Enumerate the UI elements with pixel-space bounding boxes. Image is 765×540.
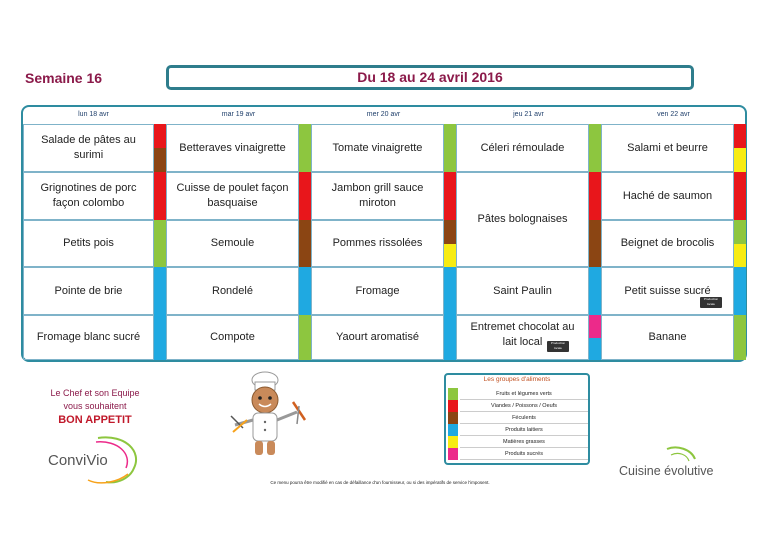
legend-row [448, 436, 588, 448]
color-tag-brown [154, 148, 166, 172]
menu-cell: Jambon grill sauce miroton [311, 172, 444, 220]
legend-row [448, 424, 588, 436]
color-tag-blue [589, 338, 601, 360]
local-production-badge: Production locale [700, 297, 722, 308]
legend-row [448, 388, 588, 400]
color-tag-yellow [444, 244, 456, 267]
legend-row [448, 400, 588, 412]
color-tag-blue [154, 267, 166, 315]
legend-swatch-brown [448, 412, 458, 424]
menu-cell: Grignotines de porc façon colombo [23, 172, 154, 220]
color-tag-blue [444, 267, 456, 315]
date-range-title: Du 18 au 24 avril 2016 [166, 65, 694, 90]
menu-cell: Semoule [166, 220, 299, 267]
color-tag-red [734, 172, 746, 220]
color-tag-yellow [734, 244, 746, 267]
color-tag-pink [589, 315, 601, 338]
menu-cell: Céleri rémoulade [456, 124, 589, 172]
color-tag-red [444, 172, 456, 220]
color-tag-brown [444, 220, 456, 244]
local-production-badge: Production locale [547, 341, 569, 352]
color-tag-red [154, 124, 166, 148]
chef-illustration [225, 370, 325, 465]
day-header-wed: mer 20 avr [366, 111, 401, 118]
legend-row [448, 412, 588, 424]
color-tag-red [589, 172, 601, 220]
menu-cell: Haché de saumon [601, 172, 734, 220]
menu-cell: Salami et beurre [601, 124, 734, 172]
color-tag-brown [589, 220, 601, 267]
legend-label: Matières grasses [460, 436, 588, 448]
legend-swatch-red [448, 400, 458, 412]
color-tag-red [299, 172, 311, 220]
color-tag-blue [444, 315, 456, 360]
color-tag-green [154, 220, 166, 267]
color-tag-yellow [734, 148, 746, 172]
color-tag-green [299, 315, 311, 360]
menu-cell: Pommes rissolées [311, 220, 444, 267]
color-tag-green [589, 124, 601, 172]
color-tag-red [734, 124, 746, 148]
week-label: Semaine 16 [25, 70, 103, 86]
menu-cell: Petit suisse sucré [601, 267, 734, 315]
menu-cell: Beignet de brocolis [601, 220, 734, 267]
menu-cell: Compote [166, 315, 299, 360]
legend-label: Produits sucrés [460, 448, 588, 460]
day-header-thu: jeu 21 avr [513, 111, 544, 118]
legend-swatch-pink [448, 448, 458, 460]
menu-cell: Betteraves vinaigrette [166, 124, 299, 172]
legend-swatch-yellow [448, 436, 458, 448]
day-header-fri: ven 22 avr [657, 111, 690, 118]
menu-cell: Cuisse de poulet façon basquaise [166, 172, 299, 220]
color-tag-green [299, 124, 311, 172]
legend-label: Viandes / Poissons / Oeufs [460, 400, 588, 412]
color-tag-green [444, 124, 456, 172]
legend-swatch-blue [448, 424, 458, 436]
color-tag-brown [299, 220, 311, 267]
cuisine-evolutive-logo [615, 445, 725, 485]
menu-cell: Salade de pâtes au surimi [23, 124, 154, 172]
legend-swatch-green [448, 388, 458, 400]
menu-cell: Fromage blanc sucré [23, 315, 154, 360]
legend-label: Fruits et légumes verts [460, 388, 588, 400]
menu-cell: Yaourt aromatisé [311, 315, 444, 360]
chef-line-1: Le Chef et son Equipe [50, 388, 140, 398]
legend-row [448, 448, 588, 460]
menu-cell: Pâtes bolognaises [456, 172, 589, 267]
food-groups-legend [444, 373, 590, 465]
color-tag-red [154, 172, 166, 220]
menu-cell: Tomate vinaigrette [311, 124, 444, 172]
color-tag-blue [299, 267, 311, 315]
menu-cell: Petits pois [23, 220, 154, 267]
chef-line-2: vous souhaitent [63, 401, 127, 411]
convivio-logo-text: ConviVio [48, 452, 108, 469]
convivio-logo [38, 432, 148, 487]
color-tag-green [734, 315, 746, 360]
color-tag-blue [589, 267, 601, 315]
day-header-tue: mar 19 avr [221, 111, 256, 118]
legend-title: Les groupes d'aliments [483, 376, 551, 383]
menu-cell: Entremet chocolat au lait local [456, 315, 589, 360]
color-tag-green [734, 220, 746, 244]
bon-appetit: BON APPETIT [58, 414, 132, 426]
menu-cell: Rondelé [166, 267, 299, 315]
legend-label: Féculents [460, 412, 588, 424]
cuisine-logo-text: Cuisine évolutive [619, 464, 714, 478]
color-tag-blue [734, 267, 746, 315]
footnote: Ce menu pourra être modifié en cas de défaillance d'un fournisseur, ou si des impératifs de service l'imposent. [270, 480, 490, 485]
color-tag-blue [154, 315, 166, 360]
menu-cell: Fromage [311, 267, 444, 315]
menu-cell: Banane [601, 315, 734, 360]
menu-cell: Saint Paulin [456, 267, 589, 315]
legend-label: Produits laitiers [460, 424, 588, 436]
menu-cell: Pointe de brie [23, 267, 154, 315]
day-header-mon: lun 18 avr [78, 111, 109, 118]
